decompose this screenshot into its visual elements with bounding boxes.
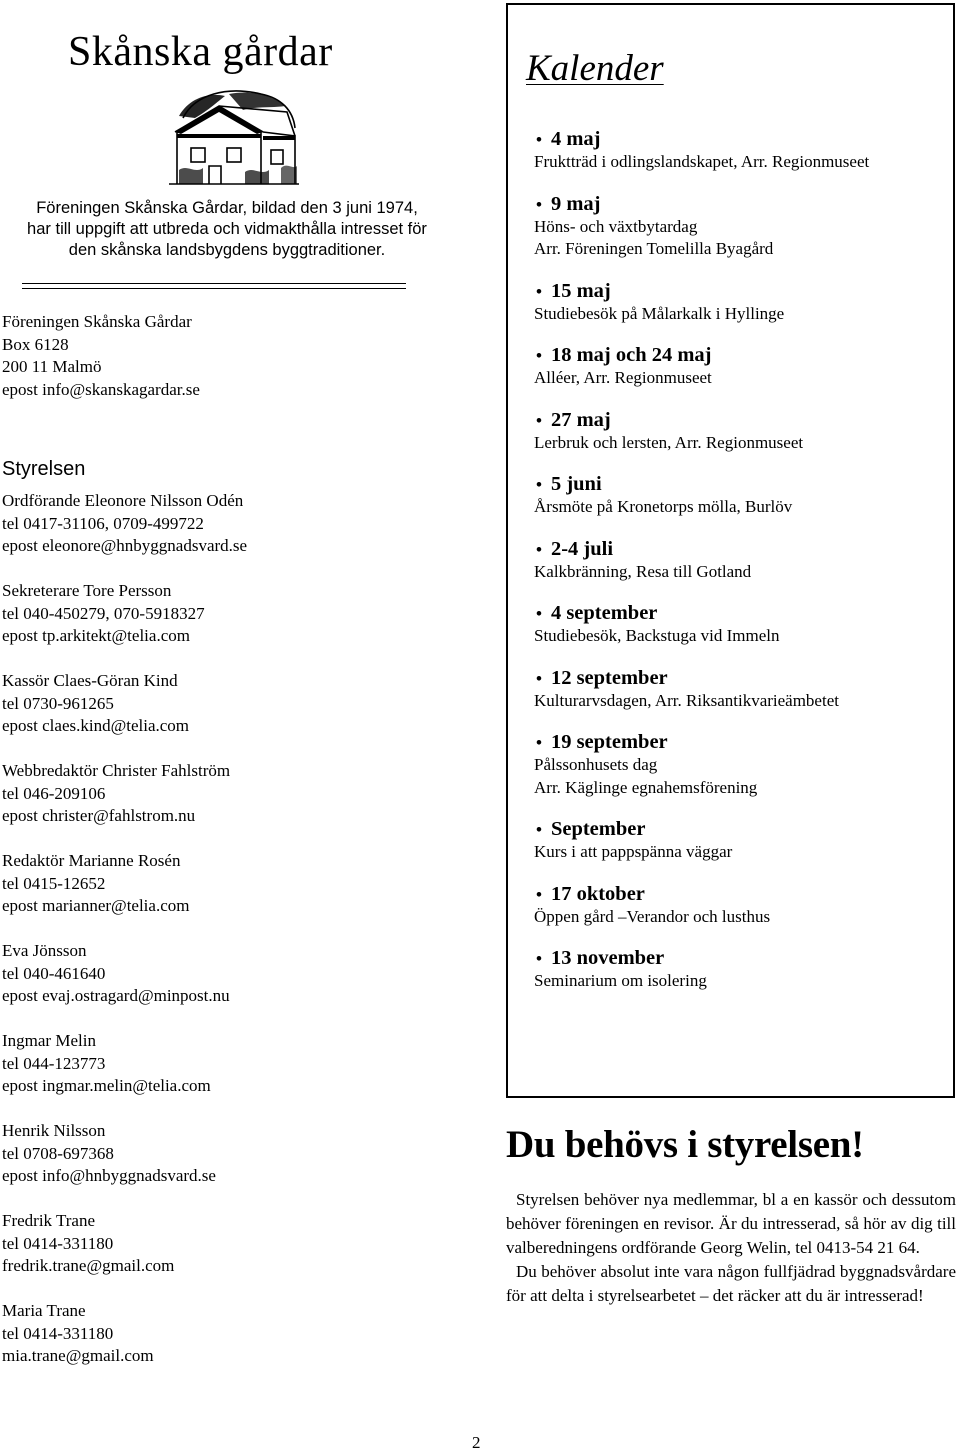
address-email: epost info@skanskagardar.se [2, 380, 200, 400]
member-name: Henrik Nilsson [2, 1121, 106, 1140]
member-name: Ordförande Eleonore Nilsson Odén [2, 491, 244, 510]
appeal-heading: Du behövs i styrelsen! [506, 1123, 864, 1166]
event-date-row [534, 128, 949, 151]
member-email: epost tp.arkitekt@telia.com [2, 626, 190, 645]
member-email: mia.trane@gmail.com [2, 1346, 154, 1365]
calendar-event-list [534, 128, 949, 1012]
event-date-row [534, 409, 949, 432]
board-member [2, 940, 462, 1008]
calendar-event [534, 280, 949, 326]
event-description: Fruktträd i odlingslandskapet, Arr. Regionmuseet [534, 152, 870, 171]
event-date: 17 oktober [550, 882, 645, 905]
bullet-icon: • [536, 346, 542, 365]
calendar-event [534, 344, 949, 390]
member-name: Sekreterare Tore Persson [2, 581, 172, 600]
member-name: Fredrik Trane [2, 1211, 96, 1230]
member-email: epost claes.kind@telia.com [2, 716, 190, 735]
divider-rule [22, 283, 406, 289]
board-member [2, 760, 462, 828]
event-description: Studiebesök på Målarkalk i Hyllinge [534, 303, 785, 323]
board-member-list [2, 490, 462, 1390]
calendar-event [534, 947, 949, 993]
member-phone: tel 040-450279, 070-5918327 [2, 603, 205, 623]
event-description: Alléer, Arr. Regionmuseet [534, 368, 712, 387]
member-phone: tel 046-209106 [2, 783, 106, 803]
event-description: Arr. Föreningen Tomelilla Byagård [534, 239, 774, 258]
event-date-row [534, 280, 949, 303]
association-intro: Föreningen Skånska Gårdar, bildad den 3 juni 1974, har till uppgift att utbreda och vidmakthålla intresset för den skånska landsbygdens byggtraditioner. [27, 199, 427, 259]
calendar-event [534, 193, 949, 261]
postal-address [2, 311, 200, 402]
event-date: 4 maj [550, 128, 601, 150]
member-name: Kassör Claes-Göran Kind [2, 671, 178, 690]
calendar-event [534, 731, 949, 799]
calendar-heading: Kalender [526, 48, 664, 89]
appeal-paragraph: Styrelsen behöver nya medlemmar, bl a en kassör och dessutom behöver föreningen en revisor. Är du intresserad, så hör av dig till valberedningens ordförande Georg Welin, tel 0413-54 21 64. [506, 1190, 956, 1257]
bullet-icon: • [536, 194, 542, 214]
bullet-icon: • [536, 733, 542, 752]
appeal-paragraph: Du behöver absolut inte vara någon fullfjädrad byggnadsvårdare för att delta i styrelsearbetet – det räcker att du är intresserad! [506, 1262, 956, 1305]
calendar-event [534, 818, 949, 864]
member-email: epost marianner@telia.com [2, 896, 190, 915]
event-date: 12 september [550, 666, 668, 689]
calendar-event [534, 409, 949, 455]
event-description: Kalkbränning, Resa till Gotland [534, 561, 752, 581]
member-email: epost ingmar.melin@telia.com [2, 1076, 211, 1095]
event-date: 13 november [550, 947, 665, 969]
calendar-event [534, 128, 949, 174]
event-description: Öppen gård –Verandor och lusthus [534, 906, 771, 926]
board-member [2, 1210, 462, 1278]
event-date: 18 maj och 24 maj [550, 344, 712, 366]
member-email: fredrik.trane@gmail.com [2, 1256, 175, 1275]
event-date-row [534, 538, 949, 561]
event-description: Kurs i att pappspänna väggar [534, 842, 733, 861]
event-date-row [534, 667, 949, 690]
bullet-icon: • [536, 820, 542, 839]
event-description: Lerbruk och lersten, Arr. Regionmuseet [534, 432, 804, 452]
event-description: Kulturarvsdagen, Arr. Riksantikvarieämbetet [534, 690, 839, 710]
bullet-icon: • [536, 410, 542, 430]
calendar-box [506, 3, 955, 1098]
event-date-row [534, 947, 949, 970]
event-date-row [534, 602, 949, 625]
address-line: Föreningen Skånska Gårdar [2, 312, 192, 331]
bullet-icon: • [536, 884, 542, 904]
member-email: epost info@hnbyggnadsvard.se [2, 1166, 216, 1185]
member-email: epost evaj.ostragard@minpost.nu [2, 986, 230, 1005]
bullet-icon: • [536, 668, 542, 688]
address-line: Box 6128 [2, 334, 69, 354]
bullet-icon: • [536, 130, 542, 149]
event-date: 27 maj [550, 408, 611, 431]
member-phone: tel 0414-331180 [2, 1323, 114, 1343]
board-member [2, 1120, 462, 1188]
member-phone: tel 044-123773 [2, 1053, 106, 1073]
page-number: 2 [472, 1433, 481, 1452]
member-name: Maria Trane [2, 1301, 86, 1320]
event-date: 9 maj [550, 192, 601, 215]
calendar-event [534, 473, 949, 519]
newsletter-title: Skånska gårdar [68, 29, 333, 75]
bullet-icon: • [536, 604, 542, 623]
event-description: Arr. Käglinge egnahemsförening [534, 777, 758, 797]
event-date: 19 september [550, 731, 668, 753]
calendar-event [534, 667, 949, 713]
member-name: Redaktör Marianne Rosén [2, 851, 181, 870]
event-date-row [534, 731, 949, 754]
member-phone: tel 0730-961265 [2, 693, 114, 713]
event-date-row [534, 818, 949, 841]
farmhouse-illustration [165, 88, 301, 188]
event-date: 5 juni [550, 473, 602, 495]
calendar-event [534, 602, 949, 648]
event-date-row [534, 883, 949, 906]
member-phone: tel 0414-331180 [2, 1233, 114, 1253]
event-date: September [550, 818, 646, 840]
bullet-icon: • [536, 475, 542, 494]
event-description: Pålssonhusets dag [534, 755, 658, 774]
calendar-event [534, 883, 949, 929]
bullet-icon: • [536, 281, 542, 301]
event-description: Höns- och växtbytardag [534, 216, 698, 236]
board-heading: Styrelsen [2, 458, 86, 480]
event-date-row [534, 193, 949, 216]
member-phone: tel 0415-12652 [2, 873, 106, 893]
board-member [2, 670, 462, 738]
event-description: Årsmöte på Kronetorps mölla, Burlöv [534, 497, 793, 516]
event-date-row [534, 473, 949, 496]
calendar-event [534, 538, 949, 584]
board-member [2, 580, 462, 648]
member-name: Ingmar Melin [2, 1031, 96, 1050]
event-description: Studiebesök, Backstuga vid Immeln [534, 626, 780, 645]
event-date: 15 maj [550, 279, 611, 302]
member-email: epost eleonore@hnbyggnadsvard.se [2, 536, 248, 555]
board-member [2, 1030, 462, 1098]
bullet-icon: • [536, 949, 542, 968]
event-date: 2-4 juli [550, 537, 614, 560]
address-line: 200 11 Malmö [2, 357, 102, 377]
event-date: 4 september [550, 602, 658, 624]
member-phone: tel 0708-697368 [2, 1143, 114, 1163]
board-member [2, 1300, 462, 1368]
event-date-row [534, 344, 949, 367]
appeal-body [506, 1188, 956, 1308]
member-phone: tel 040-461640 [2, 963, 106, 983]
member-email: epost christer@fahlstrom.nu [2, 806, 196, 825]
bullet-icon: • [536, 539, 542, 559]
event-description: Seminarium om isolering [534, 971, 707, 990]
member-phone: tel 0417-31106, 0709-499722 [2, 513, 204, 533]
member-name: Eva Jönsson [2, 941, 87, 960]
member-name: Webbredaktör Christer Fahlström [2, 761, 231, 780]
board-member [2, 490, 462, 558]
board-member [2, 850, 462, 918]
